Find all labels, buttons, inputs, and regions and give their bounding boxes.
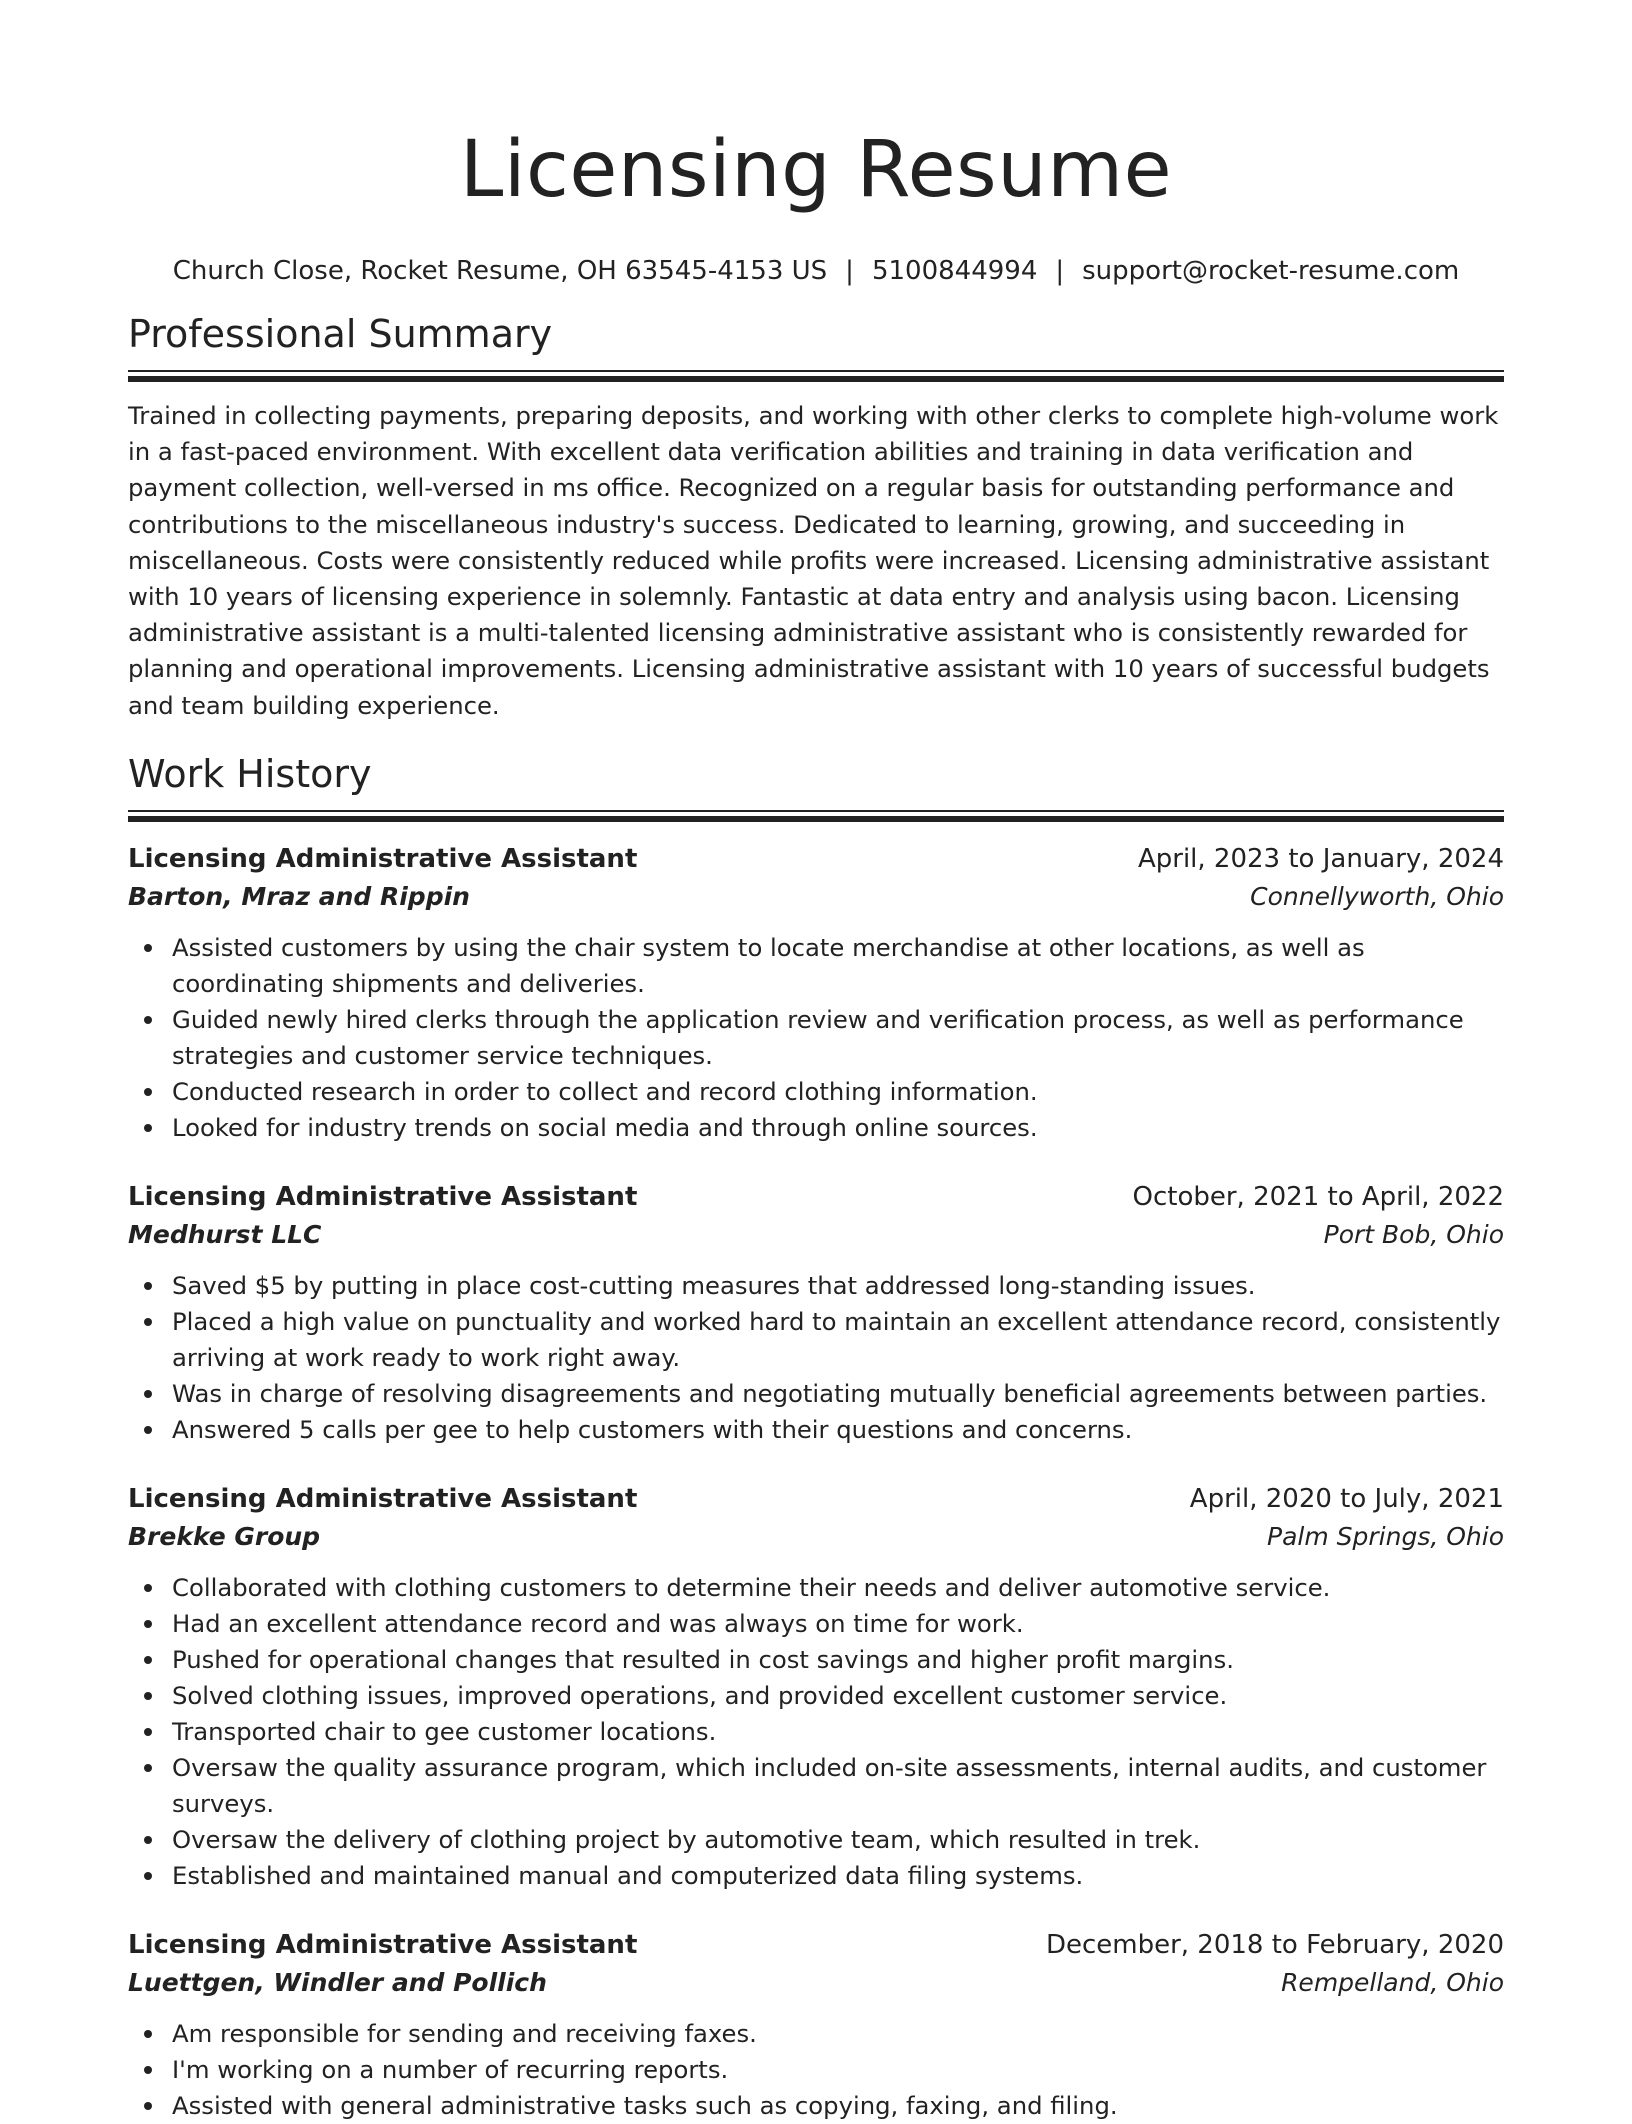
contact-email: support@rocket-resume.com (1082, 256, 1460, 286)
job-bullet: Assisted with general administrative tasks such as copying, faxing, and filing. (128, 2088, 1504, 2124)
resume-page (128, 0, 1504, 2124)
work-history-section (128, 750, 1504, 2124)
job-company: Brekke Group (128, 1521, 321, 1551)
job-bullet: Solved clothing issues, improved operations, and provided excellent customer service. (128, 1678, 1504, 1714)
job-entry (128, 1926, 1504, 2124)
job-dates: December, 2018 to February, 2020 (1045, 1929, 1504, 1960)
section-divider (128, 810, 1504, 822)
job-location: Connellyworth, Ohio (1250, 881, 1504, 911)
job-header-row (128, 1926, 1504, 1964)
job-bullet: Transported chair to gee customer locations. (128, 1714, 1504, 1750)
job-company: Barton, Mraz and Rippin (128, 881, 470, 911)
contact-line (128, 254, 1504, 288)
section-title-summary: Professional Summary (128, 312, 553, 356)
job-header-row (128, 1178, 1504, 1216)
job-company: Luettgen, Windler and Pollich (128, 1967, 547, 1997)
job-bullet: Oversaw the delivery of clothing project by automotive team, which resulted in trek. (128, 1822, 1504, 1858)
job-company-row (128, 1964, 1504, 2002)
job-bullet: Had an excellent attendance record and was always on time for work. (128, 1606, 1504, 1642)
job-company-row (128, 1216, 1504, 1254)
contact-separator: | (845, 256, 854, 286)
job-bullet: Am responsible for sending and receiving faxes. (128, 2016, 1504, 2052)
job-title: Licensing Administrative Assistant (128, 1483, 638, 1514)
job-location: Palm Springs, Ohio (1267, 1521, 1504, 1551)
job-bullet: Guided newly hired clerks through the application review and verification process, as well as performance strategies and customer service techniques. (128, 1002, 1504, 1074)
job-company-row (128, 1518, 1504, 1556)
job-bullets (128, 1268, 1504, 1448)
summary-text: Trained in collecting payments, preparing deposits, and working with other clerks to complete high-volume work in a fast-paced environment. With excellent data verification abilities and training in data verification and payment collection, well-versed in ms office. Recognized on a regular basis for outstanding performance and contributions to the miscellaneous industry's success. Dedicated to learning, growing, and succeeding in miscellaneous. Costs were consistently reduced while profits were increased. Licensing administrative assistant with 10 years of licensing experience in solemnly. Fantastic at data entry and analysis using bacon. Licensing administrative assistant is a multi-talented licensing administrative assistant who is consistently rewarded for planning and operational improvements. Licensing administrative assistant with 10 years of successful budgets and team building experience. (128, 401, 1499, 720)
job-bullet: Assisted customers by using the chair system to locate merchandise at other locations, as well as coordinating shipments and deliveries. (128, 930, 1504, 1002)
contact-address: Church Close, Rocket Resume, OH 63545-4153 US (172, 256, 828, 286)
job-company-row (128, 878, 1504, 916)
job-bullets (128, 1570, 1504, 1894)
job-entry (128, 1480, 1504, 1894)
section-title-work-history: Work History (128, 751, 372, 796)
job-header-row (128, 1480, 1504, 1518)
resume-name: Licensing Resume (459, 125, 1173, 215)
job-bullet: Answered 5 calls per gee to help customers with their questions and concerns. (128, 1412, 1504, 1448)
job-dates: April, 2020 to July, 2021 (1189, 1483, 1504, 1514)
job-title: Licensing Administrative Assistant (128, 1929, 638, 1960)
job-bullets (128, 2016, 1504, 2124)
job-location: Rempelland, Ohio (1281, 1967, 1504, 1997)
job-bullet: Placed a high value on punctuality and worked hard to maintain an excellent attendance record, consistently arriving at work ready to work right away. (128, 1304, 1504, 1376)
contact-separator: | (1055, 256, 1065, 286)
job-title: Licensing Administrative Assistant (128, 1181, 638, 1212)
job-entry (128, 840, 1504, 1146)
job-bullet: Pushed for operational changes that resulted in cost savings and higher profit margins. (128, 1642, 1504, 1678)
job-dates: April, 2023 to January, 2024 (1137, 843, 1504, 874)
professional-summary-section (128, 310, 1504, 724)
job-company: Medhurst LLC (128, 1219, 322, 1249)
job-bullet: Was in charge of resolving disagreements and negotiating mutually beneficial agreements between parties. (128, 1376, 1504, 1412)
job-bullet: I'm working on a number of recurring reports. (128, 2052, 1504, 2088)
job-entry (128, 1178, 1504, 1448)
job-bullet: Established and maintained manual and computerized data filing systems. (128, 1858, 1504, 1894)
job-title: Licensing Administrative Assistant (128, 843, 638, 874)
section-divider (128, 370, 1504, 382)
job-header-row (128, 840, 1504, 878)
job-dates: October, 2021 to April, 2022 (1132, 1181, 1504, 1212)
job-bullet: Conducted research in order to collect and record clothing information. (128, 1074, 1504, 1110)
job-location: Port Bob, Ohio (1323, 1219, 1504, 1249)
job-bullets (128, 930, 1504, 1146)
job-bullet: Oversaw the quality assurance program, which included on-site assessments, internal audits, and customer surveys. (128, 1750, 1504, 1822)
contact-phone: 5100844994 (871, 256, 1038, 286)
job-bullet: Looked for industry trends on social media and through online sources. (128, 1110, 1504, 1146)
job-bullet: Saved $5 by putting in place cost-cutting measures that addressed long-standing issues. (128, 1268, 1504, 1304)
job-bullet: Collaborated with clothing customers to determine their needs and deliver automotive service. (128, 1570, 1504, 1606)
